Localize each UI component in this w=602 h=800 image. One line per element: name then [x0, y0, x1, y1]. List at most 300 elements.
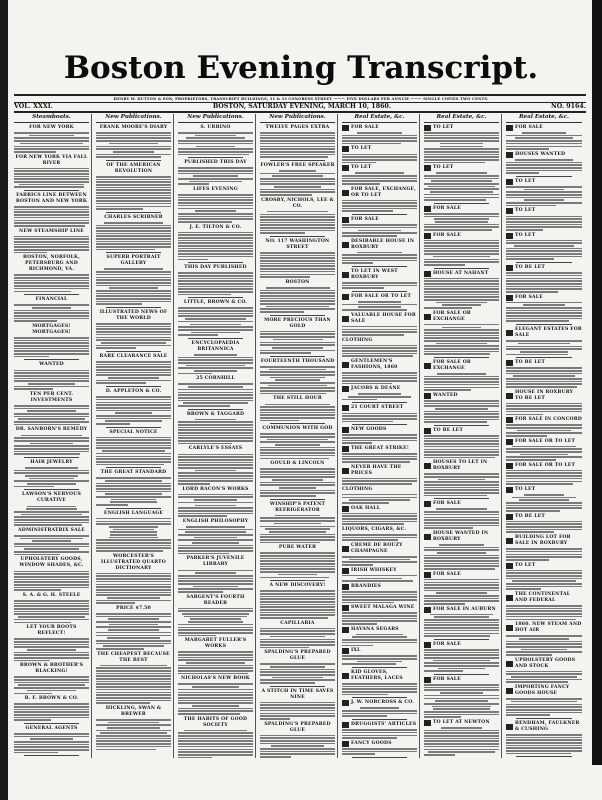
ad-headline-text: TO BE LET — [515, 360, 545, 366]
body-text-line — [178, 143, 253, 145]
advertisement — [260, 163, 335, 196]
body-text-line — [178, 732, 253, 734]
body-text-line — [178, 578, 253, 580]
column-5 — [340, 114, 420, 758]
body-text-line — [342, 561, 417, 563]
body-text-line — [14, 693, 52, 695]
body-text-line — [342, 232, 417, 234]
body-text-line — [107, 597, 159, 599]
body-text-line — [424, 603, 465, 605]
body-text-line — [178, 710, 253, 712]
body-text-line — [269, 531, 327, 533]
ad-headline-text: TO LET — [515, 232, 536, 238]
ad-headline — [342, 568, 417, 574]
ad-headline-text: TO LET — [515, 208, 536, 214]
body-text-line — [342, 748, 417, 750]
body-text-line — [506, 424, 582, 426]
body-text-line — [14, 472, 89, 474]
body-text-line — [32, 540, 72, 542]
body-text-line — [424, 684, 499, 686]
body-text-line — [14, 611, 89, 613]
body-text-line — [178, 702, 253, 704]
body-text-line — [190, 618, 240, 620]
ad-headline-text: TO LET — [433, 165, 454, 171]
divider — [516, 176, 572, 177]
ad-headline-text: J. W. NORCROSS & CO. — [351, 700, 415, 706]
body-text-line — [178, 654, 253, 656]
body-text-line — [108, 722, 159, 724]
body-text-line — [96, 496, 171, 498]
body-text-line — [278, 574, 316, 576]
ad-headline-text: CHARLES SCRIBNER — [104, 214, 163, 220]
body-text-line — [506, 742, 582, 744]
body-text-line — [96, 632, 171, 634]
body-text-line — [424, 384, 499, 386]
ad-headline-text: FOR NEW YORK VIA FALL RIVER — [15, 154, 88, 166]
body-text-line — [424, 657, 499, 659]
body-text-line — [430, 614, 494, 616]
body-text-line — [108, 377, 159, 379]
body-text-line — [430, 191, 493, 193]
body-text-line — [424, 411, 499, 413]
body-text-line — [424, 416, 499, 418]
body-text-line — [178, 367, 253, 369]
body-text-line — [260, 300, 335, 302]
body-text-line — [524, 494, 565, 496]
body-text-line — [178, 575, 253, 577]
body-text-line — [178, 242, 253, 244]
body-text-line — [178, 194, 253, 196]
ad-headline — [14, 593, 89, 599]
body-text-line — [14, 752, 58, 754]
body-text-line — [96, 461, 171, 463]
ad-headline-text: FOR SALE OR TO LET — [515, 462, 576, 468]
body-text-line — [186, 365, 244, 367]
house-icon — [506, 295, 513, 301]
body-text-line — [524, 199, 564, 201]
body-text-line — [279, 487, 317, 489]
body-text-line — [14, 246, 89, 248]
body-text-line — [96, 364, 171, 366]
house-icon — [506, 179, 513, 185]
house-icon — [506, 688, 513, 694]
ad-headline-text: CLOTHING — [342, 486, 373, 492]
body-text-line — [342, 537, 417, 539]
ad-headline — [178, 717, 253, 729]
body-text-line — [27, 690, 76, 692]
body-text-line — [14, 252, 47, 254]
body-text-line — [424, 259, 499, 261]
body-text-line — [342, 377, 417, 379]
ad-headline — [14, 229, 89, 235]
advertisement — [424, 311, 499, 355]
body-text-line — [105, 420, 161, 422]
body-text-line — [424, 278, 499, 280]
ad-headline-text: NEW STEAMSHIP LINE — [19, 228, 84, 234]
advertisement — [14, 663, 89, 694]
body-text-line — [342, 658, 417, 660]
body-text-line — [178, 405, 230, 407]
body-text-line — [96, 274, 171, 276]
body-text-line — [109, 526, 157, 528]
column-3 — [176, 114, 256, 758]
body-text-line — [260, 590, 335, 592]
ad-headline-text: FOR SALE — [515, 294, 543, 300]
ad-headline-text: TO BE LET — [515, 513, 545, 519]
body-text-line — [178, 608, 253, 610]
body-text-line — [110, 534, 157, 536]
body-text-line — [342, 418, 417, 420]
body-text-line — [424, 340, 499, 342]
body-text-line — [342, 383, 392, 385]
body-text-line — [96, 437, 171, 439]
body-text-line — [96, 719, 171, 721]
body-text-line — [14, 543, 89, 545]
body-text-line — [272, 347, 324, 349]
ad-headline-text: FOURTEENTH THOUSAND — [260, 358, 335, 364]
body-text-line — [506, 381, 582, 383]
body-text-line — [96, 547, 171, 549]
body-text-line — [184, 616, 246, 618]
body-text-line — [14, 717, 89, 719]
body-text-line — [424, 735, 499, 737]
body-text-line — [194, 537, 238, 539]
body-text-line — [96, 678, 171, 680]
body-text-line — [260, 290, 335, 292]
ad-headline — [260, 650, 335, 662]
ad-headline — [14, 557, 89, 569]
advertisement — [178, 412, 253, 445]
ad-headline — [14, 125, 89, 131]
ad-headline-text: OAK HALL — [351, 505, 381, 511]
advertisement — [178, 160, 253, 185]
ad-headline-text: TO LET — [515, 486, 536, 492]
body-text-line — [506, 448, 582, 450]
ad-headline-text: WORCESTER'S ILLUSTRATED QUARTO DICTIONARY — [101, 553, 166, 571]
body-text-line — [267, 439, 327, 441]
body-text-line — [260, 414, 335, 416]
ad-headline — [14, 427, 89, 433]
body-text-line — [96, 227, 171, 229]
body-text-line — [437, 552, 486, 554]
body-text-line — [260, 303, 335, 305]
house-icon — [424, 534, 431, 540]
advertisement — [178, 638, 253, 674]
advertisement — [96, 163, 171, 210]
body-text-line — [186, 137, 246, 139]
body-text-line — [178, 373, 212, 375]
house-icon — [342, 627, 349, 633]
body-text-line — [178, 496, 253, 498]
body-text-line — [107, 637, 159, 639]
body-text-line — [424, 698, 499, 700]
body-text-line — [506, 146, 582, 148]
body-text-line — [260, 191, 335, 193]
advertisement — [342, 527, 417, 541]
body-text-line — [506, 483, 573, 485]
body-text-line — [21, 435, 82, 437]
body-text-line — [96, 445, 171, 447]
body-text-line — [260, 534, 335, 536]
body-text-line — [506, 250, 582, 252]
house-icon — [506, 439, 513, 445]
body-text-line — [105, 493, 163, 495]
body-text-line — [260, 331, 335, 333]
body-text-line — [100, 665, 166, 667]
house-icon — [424, 206, 431, 212]
ad-headline-text: IXL — [351, 648, 361, 654]
ad-headline — [506, 265, 582, 271]
body-text-line — [424, 283, 499, 285]
body-text-line — [96, 203, 171, 205]
body-text-line — [424, 337, 499, 339]
body-text-line — [513, 375, 575, 377]
body-text-line — [424, 598, 499, 600]
advertisement — [424, 428, 499, 458]
body-text-line — [14, 186, 84, 188]
house-icon — [342, 546, 349, 552]
body-text-line — [178, 202, 253, 204]
body-text-line — [14, 676, 89, 678]
body-text-line — [357, 661, 402, 663]
ad-headline — [342, 670, 417, 682]
body-text-line — [424, 454, 499, 456]
ad-headline — [260, 198, 335, 210]
ad-headline-text: TO LET — [515, 562, 536, 568]
body-text-line — [342, 513, 417, 515]
body-text-line — [96, 347, 136, 349]
body-text-line — [178, 694, 253, 696]
body-text-line — [96, 464, 164, 466]
body-text-line — [424, 622, 499, 624]
body-text-line — [424, 156, 499, 158]
ad-headline — [506, 463, 582, 469]
ad-headline-text: CAPILLARIA — [280, 620, 315, 626]
body-text-line — [424, 197, 499, 199]
body-text-line — [424, 199, 486, 201]
body-text-line — [342, 694, 388, 696]
body-text-line — [192, 542, 239, 544]
body-text-line — [424, 449, 499, 451]
body-text-line — [178, 275, 253, 277]
body-text-line — [178, 394, 253, 396]
body-text-line — [520, 351, 567, 353]
body-text-line — [512, 580, 576, 582]
body-text-line — [178, 483, 210, 485]
body-text-line — [178, 629, 253, 631]
body-text-line — [14, 320, 57, 322]
column-header: Real Estate, &c. — [424, 114, 499, 123]
ad-headline-text: TO LET — [351, 165, 372, 171]
body-text-line — [260, 292, 335, 294]
body-text-line — [260, 295, 335, 297]
house-icon — [342, 294, 349, 300]
body-text-line — [342, 334, 404, 336]
body-text-line — [260, 555, 335, 557]
body-text-line — [506, 646, 582, 648]
body-text-line — [506, 459, 556, 461]
body-text-line — [424, 619, 499, 621]
house-icon — [342, 700, 349, 706]
body-text-line — [178, 154, 249, 156]
body-text-line — [14, 516, 89, 518]
ad-headline — [424, 428, 499, 434]
body-text-line — [260, 743, 335, 745]
advertisement — [506, 622, 582, 656]
dateline-bar — [14, 103, 586, 110]
advertisement — [260, 502, 335, 544]
body-text-line — [424, 213, 499, 215]
body-text-line — [178, 667, 253, 669]
advertisement — [260, 689, 335, 720]
ad-headline-text: BENDHAM, FAULKNER & CUSHING — [515, 720, 580, 732]
advertisement — [506, 417, 582, 436]
body-text-line — [506, 472, 582, 474]
body-text-line — [342, 210, 393, 212]
body-text-line — [96, 372, 171, 374]
body-text-line — [260, 468, 335, 470]
body-text-line — [260, 558, 335, 560]
body-text-line — [260, 458, 329, 460]
body-text-line — [178, 754, 253, 756]
body-text-line — [272, 175, 324, 177]
ad-headline — [178, 125, 253, 131]
body-text-line — [96, 456, 171, 458]
body-text-line — [178, 502, 253, 504]
body-text-line — [178, 213, 253, 215]
body-text-line — [260, 596, 335, 598]
body-text-line — [96, 195, 171, 197]
body-text-line — [506, 753, 571, 755]
ad-headline-text: FOR SALE — [433, 571, 461, 577]
body-text-line — [96, 724, 171, 726]
house-icon — [424, 501, 431, 507]
ad-headline-text: TWELVE PAGES EXTRA — [265, 125, 330, 130]
body-text-line — [342, 732, 417, 734]
house-icon — [424, 572, 431, 578]
advertisement — [342, 506, 417, 525]
advertisement — [14, 125, 89, 153]
body-text-line — [96, 539, 171, 541]
issue-number: NO. 9164. — [551, 103, 586, 110]
ad-headline — [506, 622, 582, 634]
body-text-line — [260, 393, 326, 395]
body-text-line — [14, 285, 89, 287]
body-text-line — [178, 743, 253, 745]
body-text-line — [342, 715, 387, 717]
body-text-line — [506, 248, 582, 250]
ad-headline — [260, 461, 335, 467]
body-text-line — [260, 710, 335, 712]
body-text-line — [101, 342, 165, 344]
body-text-line — [96, 743, 171, 745]
ad-headline-text: THE CHEAPEST BECAUSE THE BEST — [97, 651, 170, 663]
ad-headline — [342, 338, 417, 344]
body-text-line — [96, 243, 171, 245]
body-text-line — [260, 455, 335, 457]
body-text-line — [260, 707, 335, 709]
ad-headline — [506, 152, 582, 158]
advertisement — [506, 152, 582, 174]
body-text-line — [96, 592, 171, 594]
body-text-line — [260, 151, 335, 153]
body-text-line — [260, 137, 335, 139]
body-text-line — [342, 494, 417, 496]
ad-headline-text: CARLYLE'S ESSAYS — [188, 446, 243, 452]
body-text-line — [14, 148, 89, 150]
body-text-line — [103, 645, 164, 647]
advertisement — [424, 642, 499, 672]
ad-headline — [260, 502, 335, 514]
body-text-line — [14, 241, 89, 243]
advertisement — [342, 700, 417, 717]
divider — [106, 467, 161, 468]
body-text-line — [506, 170, 582, 172]
body-text-line — [424, 253, 499, 255]
body-text-line — [342, 737, 397, 739]
body-text-line — [178, 424, 253, 426]
body-text-line — [178, 749, 253, 751]
body-text-line — [178, 216, 253, 218]
ad-headline-text: FOR SALE — [433, 641, 461, 647]
body-text-line — [506, 548, 582, 550]
body-text-line — [506, 734, 582, 736]
column-7 — [504, 114, 584, 758]
body-text-line — [342, 539, 398, 541]
body-text-line — [14, 644, 89, 646]
body-text-line — [260, 671, 335, 673]
body-text-line — [178, 245, 253, 247]
body-text-line — [113, 151, 154, 153]
advertisement — [260, 280, 335, 313]
advertisement — [260, 583, 335, 619]
body-text-line — [194, 370, 236, 372]
advertisement — [342, 187, 417, 212]
house-icon — [342, 468, 349, 474]
column-header: New Publications. — [178, 114, 253, 123]
house-icon — [424, 642, 431, 648]
body-text-line — [178, 454, 253, 456]
body-text-line — [14, 654, 89, 656]
body-text-line — [260, 406, 335, 408]
body-text-line — [514, 245, 573, 247]
house-icon — [342, 427, 349, 433]
body-text-line — [178, 307, 253, 309]
body-text-line — [14, 445, 89, 447]
ad-headline — [342, 125, 417, 131]
ad-headline-text: TO LET AT NEWTON — [433, 719, 490, 725]
house-icon — [424, 314, 431, 320]
body-text-line — [14, 480, 89, 482]
body-text-line — [342, 178, 417, 180]
ad-headline-text: GENERAL AGENTS — [25, 725, 78, 731]
body-text-line — [506, 140, 582, 142]
body-text-line — [506, 148, 549, 150]
body-text-line — [506, 307, 582, 309]
body-text-line — [14, 421, 89, 423]
body-text-line — [424, 162, 485, 164]
body-text-line — [506, 218, 582, 220]
body-text-line — [14, 638, 89, 640]
ad-headline-text: FOR SALE — [351, 217, 379, 223]
divider — [106, 212, 161, 213]
body-text-line — [260, 713, 335, 715]
body-text-line — [96, 740, 171, 742]
advertisement — [424, 271, 499, 309]
body-text-line — [178, 278, 253, 280]
divider — [24, 723, 79, 724]
advertisement — [178, 125, 253, 155]
